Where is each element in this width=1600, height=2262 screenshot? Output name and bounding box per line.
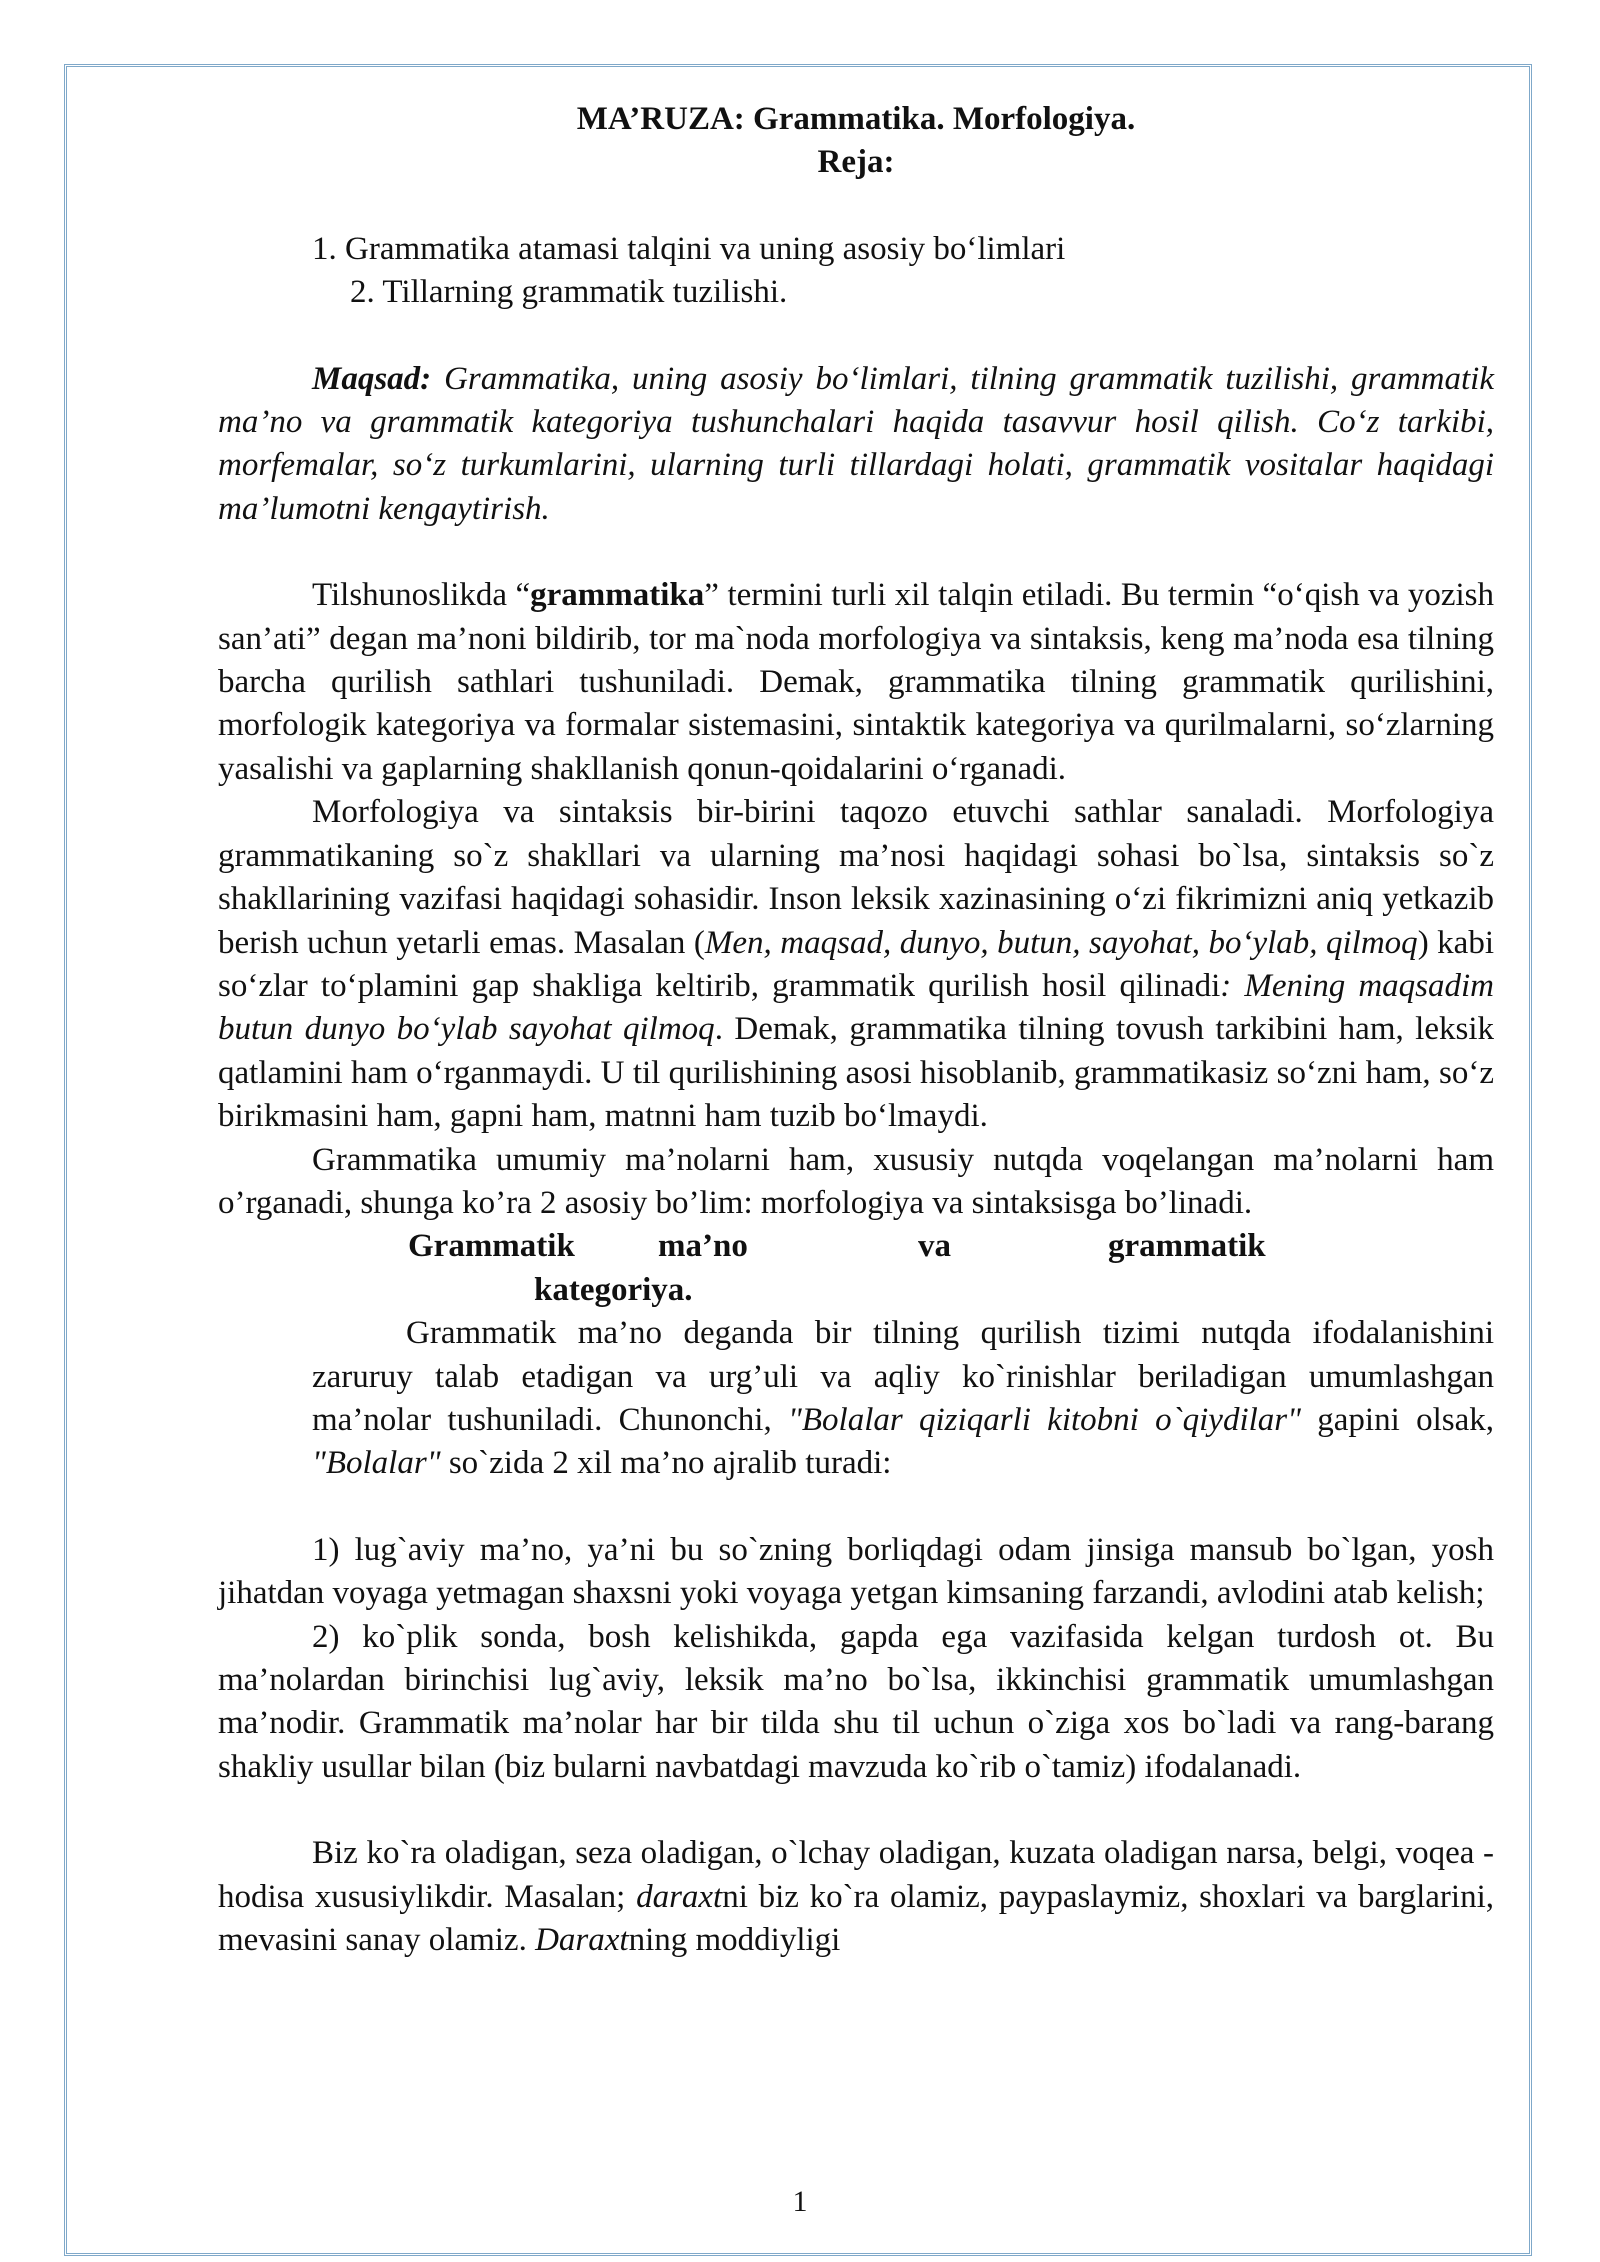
heading-word-1: Grammatik <box>408 1228 575 1265</box>
p2-example-words: Men, maqsad, dunyo, butun, sayohat, bo‘ylab, qilmoq <box>704 924 1418 961</box>
p5-text-a: Biz ko`ra oladigan, seza oladigan, o`lchay oladigan, kuzata oladigan narsa, belgi, voqea - hodisa xususiylikdir. Masalan; <box>218 1835 1494 1915</box>
p4-text-c: gapini olsak, <box>1300 1401 1494 1438</box>
paragraph-4 <box>312 1312 1494 1486</box>
plan-item-1: 1. Grammatika atamasi talqini va uning asosiy bo‘limlari <box>312 230 1066 267</box>
p4-example-sentence: "Bolalar qiziqarli kitobni o`qiydilar" <box>788 1401 1301 1438</box>
heading-word-2: ma’no <box>658 1228 748 1265</box>
p4-text-a: Grammatik ma’no deganda bir tilning qurilish tizimi nutqda ifodalanishini zaruruy talab etadigan va urg’uli va aqliy ko`rinishlar beriladigan umumlashgan ma’nolar tushuniladi. Chunonchi, <box>312 1315 1494 1438</box>
goal-label: Maqsad: <box>312 360 432 397</box>
p2-text-e: . Demak, grammatika tilning tovush tarkibini ham, leksik qatlamini ham o‘rganmaydi. U til qurilishining asosi hisoblanib, grammatikasiz so‘zni ham, so‘z birikmasini ham, gapni ham, matnni ham tuzib bo‘lmaydi. <box>218 1011 1494 1135</box>
p5-text-e: ning moddiyligi <box>628 1922 841 1959</box>
p4-text-e: so`zida 2 xil ma’no ajralib turadi: <box>440 1445 892 1482</box>
plan-item-2: 2. Tillarning grammatik tuzilishi. <box>350 274 788 311</box>
paragraph-1 <box>218 574 1494 791</box>
p2-text-a: Morfologiya va sintaksis bir-birini taqozo etuvchi sathlar sanaladi. Morfologiya grammatikaning so`z shakllari va ularning ma’nosi haqidagi sohasi bo`lsa, sintaksis so`z shakllarining vazifasi haqidagi sohasidir. Inson leksik xazinasining o‘zi fikrimizni aniq yetkazib berish uchun yetarli emas. Masalan ( <box>218 794 1494 961</box>
goal-text: Grammatika, uning asosiy bo‘limlari, tilning grammatik tuzilishi, grammatik ma’no va grammatik kategoriya tushunchalari haqida tasavvur hosil qilish. Co‘z tarkibi, morfemalar, so‘z turkumlarini, ularning turli tillardagi holati, grammatik vositalar haqidagi ma’lumotni kengaytirish. <box>218 360 1494 527</box>
p1-text-c: ” termini turli xil talqin etiladi. Bu termin “o‘qish va yozish san’ati” degan ma’noni bildirib, tor ma`noda morfologiya va sintaksis, keng ma’noda esa tilning barcha qurilish sathlari tushuniladi. Demak, grammatika tilning grammatik qurilishini, morfologik kategoriya va formalar sistemasini, sintaktik kategoriya va qurilmalarni, so‘zlarning yasalishi va gaplarning shakllanish qonun-qoidalarini o‘rganadi. <box>218 577 1495 787</box>
paragraph-5 <box>218 1832 1494 1962</box>
p2-text-c: ) kabi so‘zlar to‘plamini gap shakliga keltirib, grammatik qurilish hosil qilinadi <box>218 924 1494 1004</box>
heading-word-3: va <box>918 1228 951 1265</box>
list-item-1: 1) lug`aviy ma’no, ya’ni bu so`zning borliqdagi odam jinsiga mansub bo`lgan, yosh jihatdan voyaga yetmagan shaxsni yoki voyaga yetgan kimsaning farzandi, avlodini atab kelish; <box>218 1531 1494 1612</box>
heading-word-4: grammatik <box>1108 1228 1266 1265</box>
section-heading <box>218 1225 1552 1268</box>
paragraph-2 <box>218 791 1494 1138</box>
document-body <box>218 98 1494 1962</box>
list-item-2: 2) ko`plik sonda, bosh kelishikda, gapda ega vazifasida kelgan turdosh ot. Bu ma’nolardan birinchisi lug`aviy, leksik ma’no bo`lsa, ikkinchisi grammatik umumlashgan ma’nodir. Grammatik ma’nolar har bir tilda shu til uchun o`ziga xos bo`ladi va rang-barang shakliy usullar bilan (biz bularni navbatdagi mavzuda ko`rib o`tamiz) ifodalanadi. <box>218 1618 1494 1785</box>
plan-heading: Reja: <box>817 144 895 181</box>
p5-text-c: ni biz ko`ra olamiz, paypaslaymiz, shoxlari va barglarini, mevasini sanay olamiz. <box>218 1878 1494 1959</box>
document-title: MA’RUZA: Grammatika. Morfologiya. <box>576 101 1136 137</box>
paragraph-3: Grammatika umumiy ma’nolarni ham, xususiy nutqda voqelangan ma’nolarni ham o’rganadi, shunga ko’ra 2 asosiy bo’lim: morfologiya va sintaksisga bo’linadi. <box>218 1141 1494 1221</box>
p4-example-word: "Bolalar" <box>312 1445 441 1482</box>
p1-text-a: Tilshunoslikda “ <box>312 577 531 614</box>
goal-paragraph <box>218 358 1494 532</box>
p5-word-1: daraxt <box>636 1878 723 1915</box>
section-heading-line-2: kategoriya. <box>534 1271 693 1308</box>
p1-term: grammatika <box>530 577 705 614</box>
page-number: 1 <box>792 2185 808 2218</box>
p2-example-sentence: : Mening maqsadim butun dunyo bo‘ylab sayohat qilmoq <box>218 967 1494 1048</box>
p5-word-2: Daraxt <box>535 1922 629 1959</box>
indented-block <box>218 1312 1494 1486</box>
